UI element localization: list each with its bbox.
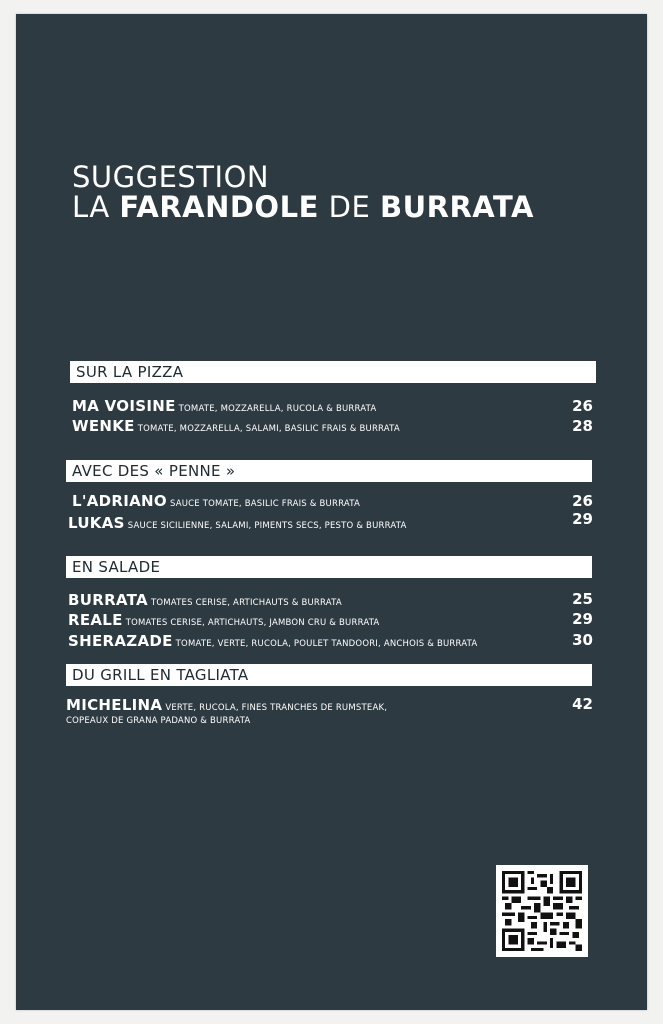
item-description: TOMATE, MOZZARELLA, SALAMI, BASILIC FRAIS & BURRATA xyxy=(137,424,400,434)
item-description: TOMATES CERISE, ARTICHAUTS, JAMBON CRU & BURRATA xyxy=(125,618,380,628)
menu-item xyxy=(72,491,360,510)
item-name: SHERAZADE xyxy=(68,632,173,650)
item-price: 26 xyxy=(572,492,593,510)
item-name: LUKAS xyxy=(68,514,125,532)
menu-title xyxy=(72,162,534,222)
item-description: TOMATE, VERTE, RUCOLA, POULET TANDOORI, ANCHOIS & BURRATA xyxy=(175,639,478,649)
item-description: TOMATES CERISE, ARTICHAUTS & BURRATA xyxy=(150,598,342,608)
item-name: BURRATA xyxy=(68,591,148,609)
section-heading-pizza: SUR LA PIZZA xyxy=(70,361,596,383)
item-price: 42 xyxy=(572,695,593,713)
menu-item xyxy=(68,513,406,532)
qr-code-graphic xyxy=(502,871,582,951)
item-name: REALE xyxy=(68,611,123,629)
item-description: SAUCE SICILIENNE, SALAMI, PIMENTS SECS, PESTO & BURRATA xyxy=(127,521,407,531)
item-price: 25 xyxy=(572,590,593,608)
menu-item xyxy=(66,695,387,726)
menu-item xyxy=(68,590,342,609)
item-price: 28 xyxy=(572,417,593,435)
menu-item xyxy=(68,610,379,629)
menu-item xyxy=(72,416,400,435)
title-line-1: SUGGESTION xyxy=(72,160,270,194)
item-price: 30 xyxy=(572,631,593,649)
item-price: 26 xyxy=(572,397,593,415)
item-name: MICHELINA xyxy=(66,696,163,714)
item-price: 29 xyxy=(572,610,593,628)
item-name: WENKE xyxy=(72,417,135,435)
qr-code-icon[interactable] xyxy=(496,865,588,957)
item-price: 29 xyxy=(572,510,593,528)
menu-item xyxy=(72,396,376,415)
section-heading-grill: DU GRILL EN TAGLIATA xyxy=(66,664,592,686)
item-name: L'ADRIANO xyxy=(72,492,167,510)
section-heading-penne: AVEC DES « PENNE » xyxy=(66,460,592,482)
title-line-2: LA FARANDOLE DE BURRATA xyxy=(72,190,534,224)
item-description: SAUCE TOMATE, BASILIC FRAIS & BURRATA xyxy=(169,499,360,509)
item-description: TOMATE, MOZZARELLA, RUCOLA & BURRATA xyxy=(178,404,377,414)
menu-item xyxy=(68,631,477,650)
item-description-line-2: COPEAUX DE GRANA PADANO & BURRATA xyxy=(66,716,251,726)
section-heading-salade: EN SALADE xyxy=(66,556,592,578)
item-description: VERTE, RUCOLA, FINES TRANCHES DE RUMSTEAK, xyxy=(165,703,388,713)
item-name: MA VOISINE xyxy=(72,397,176,415)
